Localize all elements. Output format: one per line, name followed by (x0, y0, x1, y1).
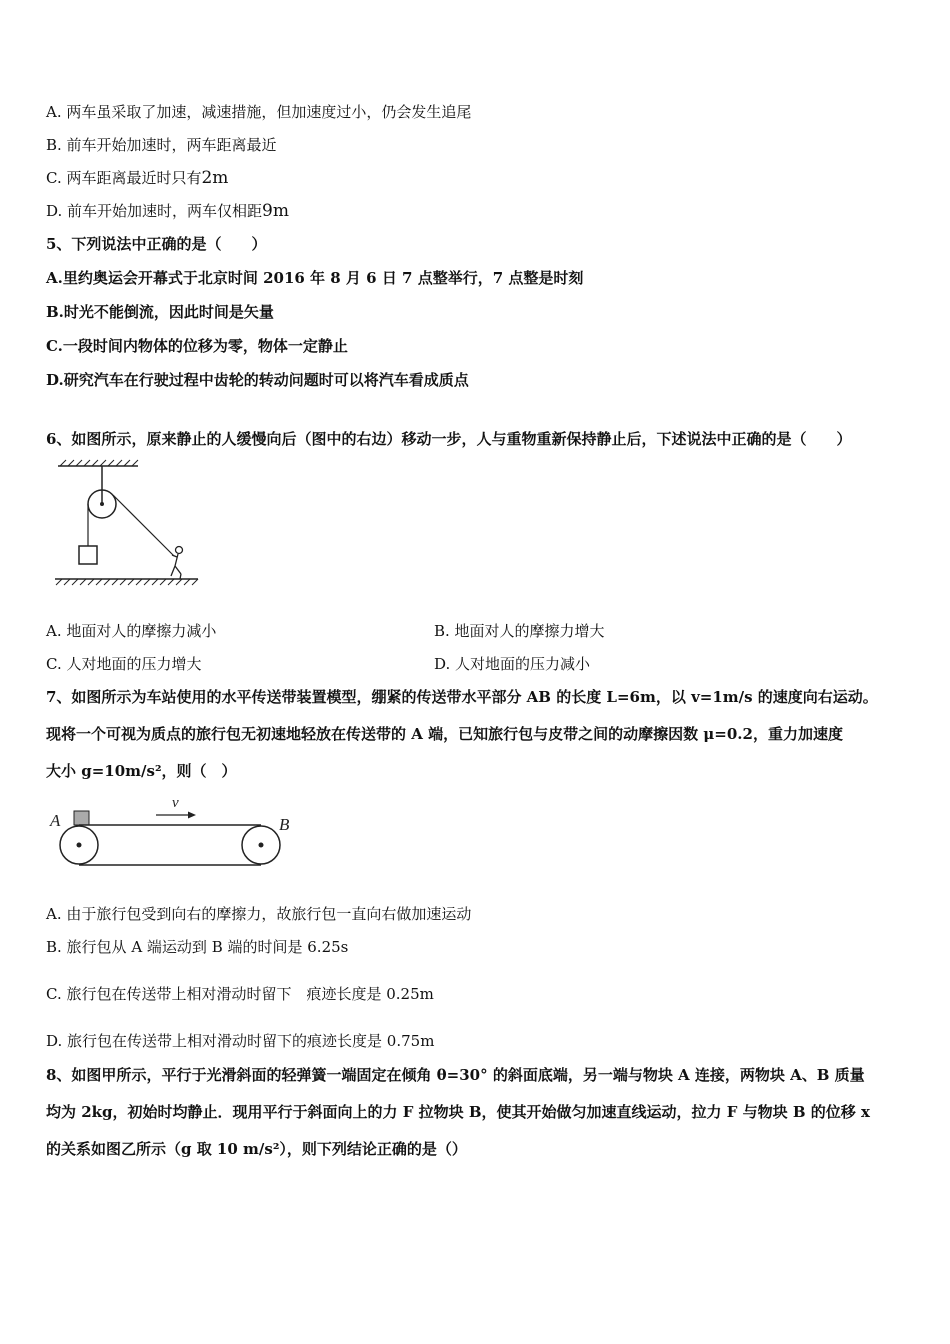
q6-option-a: A. 地面对人的摩擦力减小 (46, 622, 217, 640)
right-roller-axle (259, 843, 264, 848)
q7-option-b: B. 旅行包从 A 端运动到 B 端的时间是 6.25s (46, 938, 349, 956)
q5-option-a: A.里约奥运会开幕式于北京时间 2016 年 8 月 6 日 7 点整举行，7 点整是时刻 (46, 269, 584, 287)
q6-option-c: C. 人对地面的压力增大 (46, 655, 202, 673)
q7-option-c: C. 旅行包在传送带上相对滑动时留下 痕迹长度是 0.25m (46, 985, 434, 1003)
q7-stem-line1: 7、如图所示为车站使用的水平传送带装置模型，绷紧的传送带水平部分 AB 的长度 L=6m，以 v=1m/s 的速度向右运动。 (46, 688, 878, 706)
person-figure (171, 547, 183, 580)
q7-option-a: A. 由于旅行包受到向右的摩擦力，故旅行包一直向右做加速运动 (46, 905, 472, 923)
q6-stem: 6、如图所示，原来静止的人缓慢向后（图中的右边）移动一步，人与重物重新保持静止后，下述说法中正确的是（ ） (46, 430, 852, 448)
q4-option-d-text: D. 前车开始加速时，两车仅相距 (46, 202, 263, 220)
conveyor-figure (46, 790, 301, 870)
pulley-figure (50, 458, 205, 590)
q4-option-c (46, 168, 228, 188)
q4-option-d (46, 201, 289, 221)
rope-to-person (113, 495, 174, 556)
q7-stem-line3: 大小 g=10m/s²，则（ ） (46, 762, 237, 780)
left-roller-axle (77, 843, 82, 848)
q4-option-d-value: 9m (262, 201, 289, 221)
q4-option-a: A. 两车虽采取了加速，减速措施，但加速度过小，仍会发生追尾 (46, 103, 472, 121)
q8-stem-line3: 的关系如图乙所示（g 取 10 m/s²），则下列结论正确的是（） (46, 1140, 467, 1158)
label-v: v (172, 795, 179, 811)
label-b: B (279, 815, 290, 834)
velocity-arrowhead (188, 812, 196, 819)
q5-option-d: D.研究汽车在行驶过程中齿轮的转动问题时可以将汽车看成质点 (46, 371, 469, 389)
q8-stem-line2: 均为 2kg，初始时均静止．现用平行于斜面向上的力 F 拉物块 B，使其开始做匀加速直线运动，拉力 F 与物块 B 的位移 x (46, 1103, 870, 1121)
luggage-block (74, 811, 89, 825)
q5-option-b: B.时光不能倒流，因此时间是矢量 (46, 303, 274, 321)
q4-option-c-text: C. 两车距离最近时只有 (46, 169, 202, 187)
q7-stem-line2: 现将一个可视为质点的旅行包无初速地轻放在传送带的 A 端，已知旅行包与皮带之间的动摩擦因数 μ=0.2，重力加速度 (46, 725, 843, 743)
pulley-axle (100, 502, 104, 506)
ground-hatch (56, 579, 198, 585)
q5-option-c: C.一段时间内物体的位移为零，物体一定静止 (46, 337, 348, 355)
q7-option-d: D. 旅行包在传送带上相对滑动时留下的痕迹长度是 0.75m (46, 1032, 435, 1050)
q6-option-d: D. 人对地面的压力减小 (434, 655, 591, 673)
q6-option-b: B. 地面对人的摩擦力增大 (434, 622, 605, 640)
weight-block (79, 546, 97, 564)
q5-stem: 5、下列说法中正确的是（ ） (46, 235, 267, 253)
q4-option-c-value: 2m (201, 168, 229, 188)
ceiling-hatch (60, 460, 138, 466)
label-a: A (50, 811, 61, 830)
q4-option-b: B. 前车开始加速时，两车距离最近 (46, 136, 277, 154)
q8-stem-line1: 8、如图甲所示，平行于光滑斜面的轻弹簧一端固定在倾角 θ=30° 的斜面底端，另一端与物块 A 连接，两物块 A、B 质量 (46, 1066, 865, 1084)
